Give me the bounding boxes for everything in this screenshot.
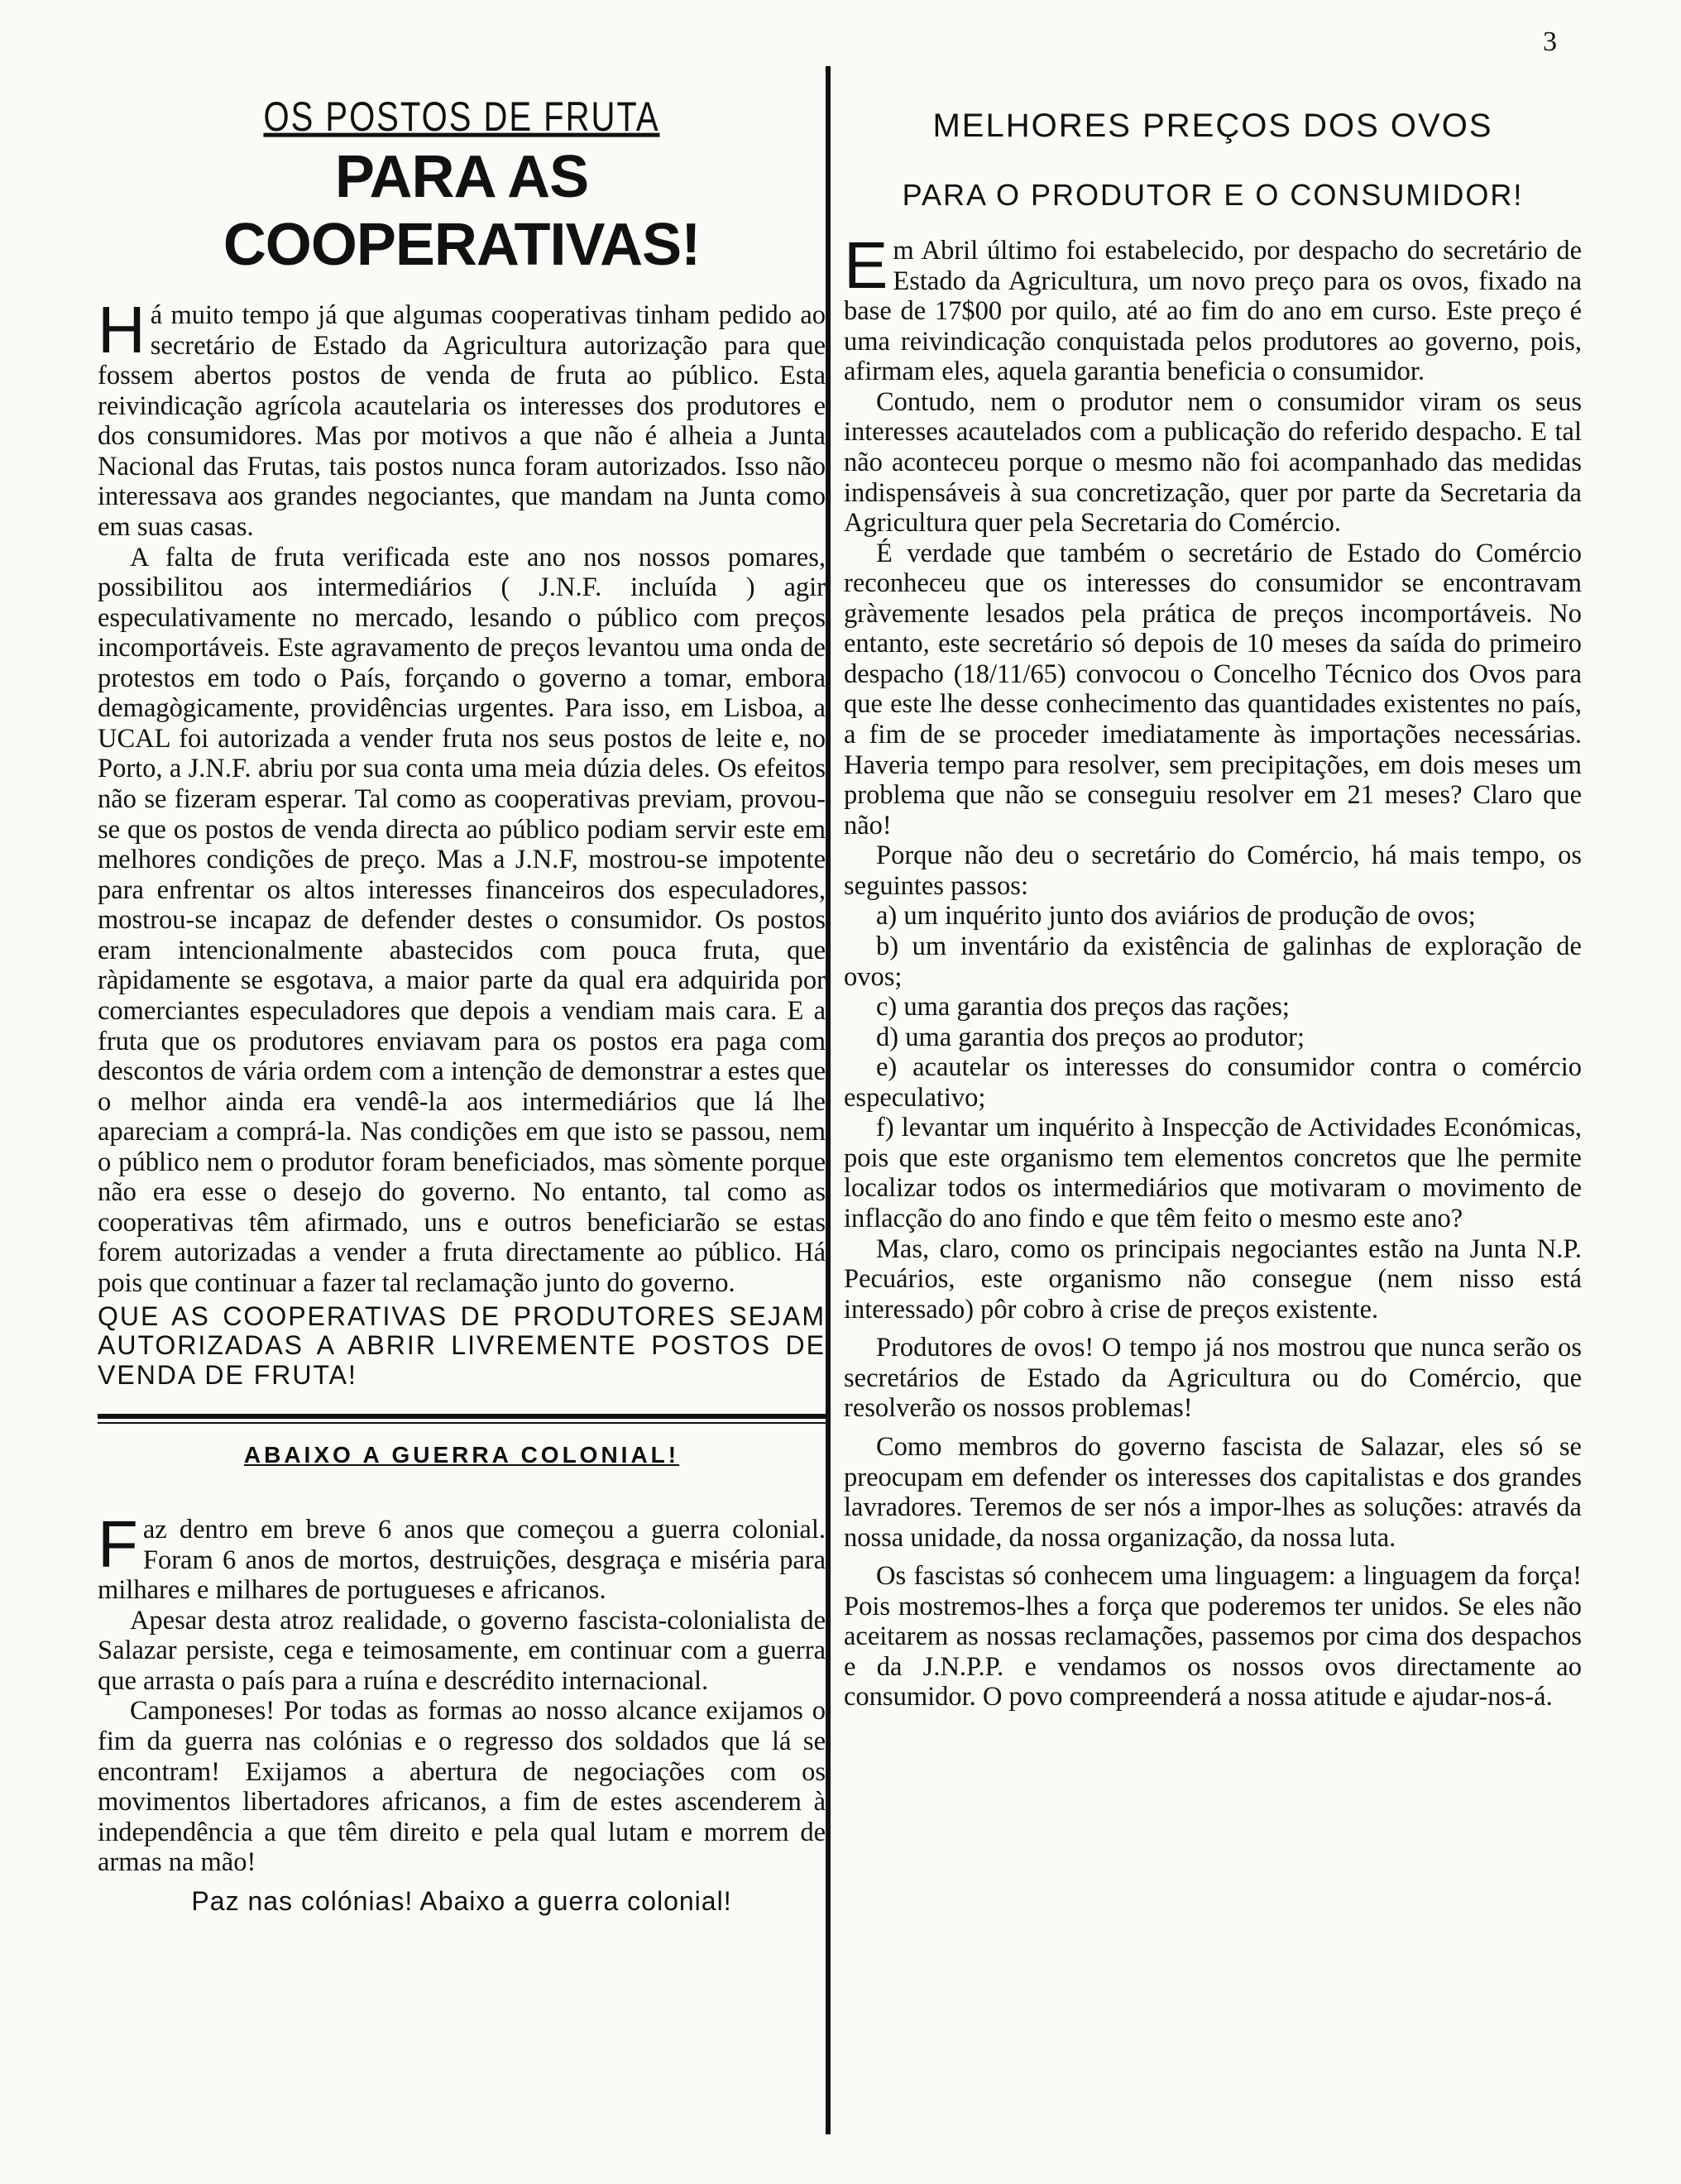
fruit-closing-demand: QUE AS COOPERATIVAS DE PRODUTORES SEJAM AUTORIZADAS A ABRIR LIVREMENTE POSTOS DE VENDA DE FRUTA!	[98, 1300, 826, 1391]
section-rule-thin	[98, 1422, 826, 1424]
section-rule	[98, 1414, 826, 1419]
eggs-article	[844, 228, 1582, 1712]
fruit-article	[98, 293, 826, 1391]
eggs-kicker: MELHORES PREÇOS DOS OVOS	[932, 108, 1493, 144]
colonial-slogan: Paz nas colónias! Abaixo a guerra colonial!	[191, 1885, 732, 1916]
eggs-paragraph-2: Contudo, nem o produtor nem o consumidor viram os seus interesses acautelados com a publicação do referido despacho. E tal não aconteceu porque o mesmo não foi acompanhado das medidas indispensáveis à sua concretização, quer por parte da Secretaria da Agricultura quer pela Secretaria do Comércio.	[844, 386, 1582, 539]
colonial-paragraph-2: Apesar desta atroz realidade, o governo fascista-colonialista de Salazar persiste, cega e teimosamente, em continuar com a guerra que arrasta o país para a ruína e descrédito internacional.	[98, 1605, 826, 1696]
fruit-headline: PARA AS COOPERATIVAS!	[223, 144, 701, 278]
colonial-war-article	[98, 1507, 826, 1916]
colonial-dropcap: F	[98, 1507, 138, 1582]
fruit-paragraph-1: Há muito tempo já que algumas cooperativas tinham pedido ao secretário de Estado da Agricultura autorização para que fossem abertos postos de venda de fruta ao público. Esta reivindicação agrícola acautelaria os interesses dos produtores e dos consumidores. Mas por motivos a que não é alheia a Junta Nacional das Frutas, tais postos nunca foram autorizados. Isso não interessava aos grandes negociantes, que mandam na Junta como em suas casas.	[98, 293, 826, 542]
eggs-list-item: d) uma garantia dos preços ao produtor;	[876, 1022, 1305, 1052]
page-number: 3	[1543, 26, 1557, 57]
eggs-list-item: c) uma garantia dos preços das rações;	[876, 992, 1290, 1023]
eggs-paragraph-3: É verdade que também o secretário de Estado do Comércio reconheceu que os interesses do consumidor se encontravam gràvemente lesados pela prática de preços incomportáveis. No entanto, este secretário só depois de 10 meses da saída do primeiro despacho (18/11/65) convocou o Concelho Técnico dos Ovos para que este lhe desse conhecimento das quantidades existentes no país, a fim de se proceder imediatamente às importações necessárias. Haveria tempo para resolver, sem precipitações, em dois meses um problema que não se conseguiu resolver em 21 meses? Claro que não!	[844, 538, 1582, 841]
eggs-dropcap: E	[844, 228, 888, 302]
eggs-list-item: b) um inventário da existência de galinhas de exploração de ovos;	[844, 931, 1582, 992]
colonial-paragraph-3: Camponeses! Por todas as formas ao nosso alcance exijamos o fim da guerra nas colónias e o regresso dos soldados que lá se encontram! Exijamos a abertura de negociações com os movimentos libertadores africanos, a fim de estes ascenderem à independência a que têm direito e pela qual lutam e morrem de armas na mão!	[98, 1696, 826, 1878]
fruit-paragraph-2: A falta de fruta verificada este ano nos nossos pomares, possibilitou aos intermediários ( J.N.F. incluída ) agir especulativamente no mercado, lesando o público com preços incomportáveis. Este agravamento de preços levantou uma onda de protestos em todo o País, forçando o governo a tomar, embora demagògicamente, providências urgentes. Para isso, em Lisboa, a UCAL foi autorizada a vender fruta nos seus postos de leite e, no Porto, a J.N.F. abriu por sua conta uma meia dúzia deles. Os efeitos não se fizeram esperar. Tal como as cooperativas previam, provou-se que os postos de venda directa ao público podiam servir este em melhores condições de preço. Mas a J.N.F, mostrou-se impotente para enfrentar os altos interesses financeiros dos especuladores, mostrou-se incapaz de defender destes o consumidor. Os postos eram intencionalmente abastecidos com pouca fruta, que ràpidamente se esgotava, a maior parte da qual era adquirida por comerciantes especuladores que depois a vendiam mais cara. E a fruta que os produtores enviavam para os postos era paga com descontos de vária ordem com a intenção de demonstrar a estes que o melhor ainda era vendê-la aos intermediários que lá lhe apareciam a comprá-la. Nas condições em que isto se passou, nem o público nem o produtor foram beneficiados, mas sòmente porque não era esse o desejo do governo. No entanto, tal como as cooperativas têm afirmado, uns e outros beneficiarão se estas forem autorizadas a vender a fruta directamente ao público. Há pois que continuar a fazer tal reclamação junto do governo.	[98, 542, 826, 1298]
eggs-paragraph-4: Porque não deu o secretário do Comércio, há mais tempo, os seguintes passos:	[844, 841, 1582, 901]
eggs-headline: PARA O PRODUTOR E O CONSUMIDOR!	[902, 178, 1524, 212]
eggs-paragraph-8: Os fascistas só conhecem uma linguagem: a linguagem da força! Pois mostremos-lhes a força que poderemos ter unidos. Se eles não aceitarem as nossas reclamações, passemos por cima dos despachos e da J.N.P.P. e vendamos os nossos ovos directamente ao consumidor. O povo compreenderá a nossa atitude e ajudar-nos-á.	[844, 1561, 1582, 1712]
colonial-war-title: ABAIXO A GUERRA COLONIAL!	[243, 1442, 680, 1468]
colonial-paragraph-1: Faz dentro em breve 6 anos que começou a guerra colonial. Foram 6 anos de mortos, destruições, desgraça e miséria para milhares e milhares de portugueses e africanos.	[98, 1507, 826, 1606]
eggs-paragraph-5: Mas, claro, como os principais negociantes estão na Junta N.P. Pecuários, este organismo não consegue (nem nisso está interessado) pôr cobro à crise de preços existente.	[844, 1233, 1582, 1324]
eggs-list-item: f) levantar um inquérito à Inspecção de Actividades Económicas, pois que este organismo tem elementos concretos que lhe permite localizar todos os intermediários que motivaram o movimento de inflacção do ano findo e que têm feito o mesmo este ano?	[844, 1113, 1582, 1233]
eggs-paragraph-6: Produtores de ovos! O tempo já nos mostrou que nunca serão os secretários de Estado da Agricultura ou do Comércio, que resolverão os nossos problemas!	[844, 1333, 1582, 1424]
left-column	[98, 91, 826, 1916]
fruit-dropcap: H	[98, 293, 146, 366]
eggs-paragraph-7: Como membros do governo fascista de Salazar, eles só se preocupam em defender os interesses dos capitalistas e dos grandes lavradores. Teremos de ser nós a impor-lhes as soluções: através da nossa unidade, da nossa organização, da nossa luta.	[844, 1431, 1582, 1553]
column-divider	[826, 66, 831, 2134]
eggs-list-item: e) acautelar os interesses do consumidor contra o comércio especulativo;	[844, 1052, 1582, 1113]
right-column	[844, 91, 1582, 1712]
eggs-paragraph-1: Em Abril último foi estabelecido, por despacho do secretário de Estado da Agricultura, um novo preço para os ovos, fixado na base de 17$00 por quilo, até ao fim do ano em curso. Este preço é uma reivindicação conquistada pelos produtores ao governo, pois, afirmam eles, aquela garantia beneficia o consumidor.	[844, 228, 1582, 387]
eggs-list-item: a) um inquérito junto dos aviários de produção de ovos;	[876, 901, 1476, 932]
fruit-kicker: OS POSTOS DE FRUTA	[263, 94, 660, 141]
